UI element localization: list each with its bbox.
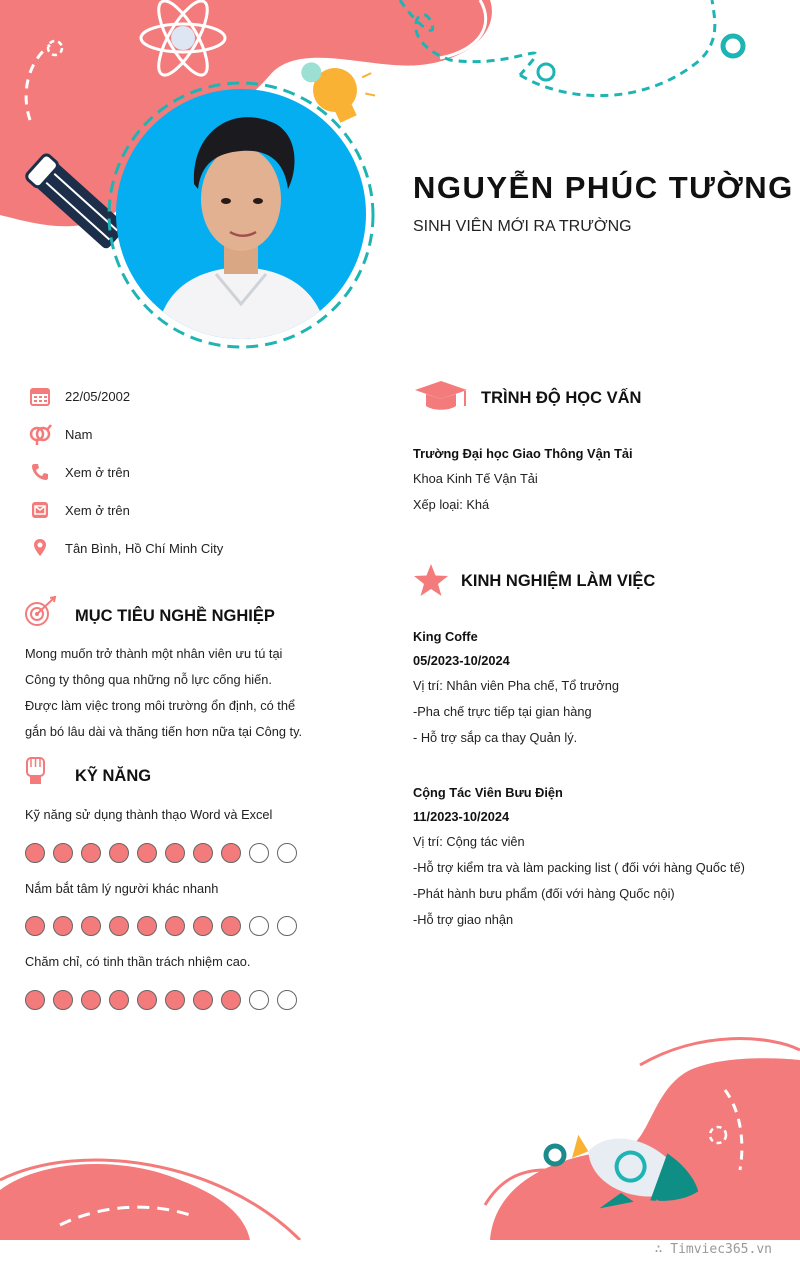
contact-location bbox=[28, 535, 288, 561]
skill-rating bbox=[25, 916, 297, 936]
job-detail: Vị trí: Nhân viên Pha chế, Tổ trưởng bbox=[413, 678, 619, 693]
rating-dot-filled bbox=[81, 843, 101, 863]
rating-dot-filled bbox=[137, 843, 157, 863]
footer-decoration bbox=[0, 1030, 800, 1240]
location-icon bbox=[28, 536, 52, 560]
skills-title: KỸ NĂNG bbox=[75, 767, 152, 785]
rating-dot-filled bbox=[221, 843, 241, 863]
calendar-icon bbox=[28, 384, 52, 408]
email-icon bbox=[28, 498, 52, 522]
rating-dot-filled bbox=[193, 990, 213, 1010]
rating-dot-filled bbox=[53, 916, 73, 936]
objective-line: gắn bó lâu dài và thăng tiến hơn nữa tại Công ty. bbox=[25, 724, 303, 739]
rating-dot-filled bbox=[165, 990, 185, 1010]
job-detail: -Hỗ trợ giao nhận bbox=[413, 912, 514, 927]
skill-label: Chăm chỉ, có tinh thần trách nhiệm cao. bbox=[25, 954, 251, 969]
job-period: 11/2023-10/2024 bbox=[413, 809, 510, 824]
contact-birthday bbox=[28, 383, 288, 409]
gender-icon bbox=[28, 422, 52, 446]
contact-text: Xem ở trên bbox=[65, 464, 130, 480]
contact-text: Tân Bình, Hồ Chí Minh City bbox=[65, 540, 224, 556]
phone-icon bbox=[28, 460, 52, 484]
contact-text: Nam bbox=[65, 426, 93, 442]
rating-dot-filled bbox=[165, 916, 185, 936]
job-company: Cộng Tác Viên Bưu Điện bbox=[413, 785, 563, 800]
skill-rating bbox=[25, 990, 297, 1010]
skill-label: Nắm bắt tâm lý người khác nhanh bbox=[25, 881, 219, 896]
education-school: Trường Đại học Giao Thông Vận Tải bbox=[413, 446, 633, 461]
rating-dot-filled bbox=[137, 990, 157, 1010]
job-detail: -Pha chế trực tiếp tại gian hàng bbox=[413, 704, 592, 719]
education-grade: Xếp loại: Khá bbox=[413, 497, 490, 512]
candidate-name: NGUYỄN PHÚC TƯỜNG bbox=[413, 170, 794, 205]
rating-dot-filled bbox=[81, 990, 101, 1010]
job-detail: -Hỗ trợ kiểm tra và làm packing list ( đối với hàng Quốc tế) bbox=[413, 860, 745, 875]
fist-icon bbox=[24, 754, 48, 791]
education-faculty: Khoa Kinh Tế Vận Tải bbox=[413, 471, 538, 486]
rating-dot-filled bbox=[81, 916, 101, 936]
rating-dot-filled bbox=[53, 843, 73, 863]
job-period: 05/2023-10/2024 bbox=[413, 653, 510, 668]
contact-email bbox=[28, 497, 288, 523]
candidate-title: SINH VIÊN MỚI RA TRƯỜNG bbox=[413, 218, 632, 235]
rating-dot-filled bbox=[109, 843, 129, 863]
objective-title: MỤC TIÊU NGHỀ NGHIỆP bbox=[75, 607, 275, 625]
job-detail: - Hỗ trợ sắp ca thay Quản lý. bbox=[413, 730, 578, 745]
watermark: ∴ Timviec365.vn bbox=[654, 1242, 772, 1257]
experience-title: KINH NGHIỆM LÀM VIỆC bbox=[461, 572, 656, 590]
job-company: King Coffe bbox=[413, 629, 478, 644]
rating-dot-empty bbox=[277, 990, 297, 1010]
objective-line: Mong muốn trở thành một nhân viên ưu tú tại bbox=[25, 646, 283, 661]
rating-dot-filled bbox=[25, 916, 45, 936]
rating-dot-filled bbox=[221, 916, 241, 936]
job-detail: -Phát hành bưu phẩm (đối với hàng Quốc nội) bbox=[413, 886, 675, 901]
avatar bbox=[116, 89, 366, 339]
education-title: TRÌNH ĐỘ HỌC VẤN bbox=[481, 389, 642, 407]
rating-dot-filled bbox=[165, 843, 185, 863]
contact-text: 22/05/2002 bbox=[65, 388, 131, 404]
graduation-cap-icon bbox=[413, 380, 469, 419]
rating-dot-empty bbox=[249, 916, 269, 936]
job-detail: Vị trí: Cộng tác viên bbox=[413, 834, 525, 849]
rating-dot-filled bbox=[137, 916, 157, 936]
rating-dot-empty bbox=[249, 990, 269, 1010]
contact-text: Xem ở trên bbox=[65, 502, 130, 518]
rating-dot-empty bbox=[249, 843, 269, 863]
objective-line: Được làm việc trong môi trường ổn định, có thể bbox=[25, 698, 296, 713]
rating-dot-filled bbox=[109, 916, 129, 936]
rating-dot-filled bbox=[193, 843, 213, 863]
rating-dot-filled bbox=[109, 990, 129, 1010]
rating-dot-empty bbox=[277, 916, 297, 936]
skill-label: Kỹ năng sử dụng thành thạo Word và Excel bbox=[25, 807, 273, 822]
objective-text bbox=[25, 641, 318, 745]
rating-dot-filled bbox=[53, 990, 73, 1010]
contact-phone bbox=[28, 459, 288, 485]
rating-dot-filled bbox=[193, 916, 213, 936]
rating-dot-filled bbox=[25, 843, 45, 863]
star-icon bbox=[413, 563, 449, 602]
contact-gender bbox=[28, 421, 288, 447]
rating-dot-filled bbox=[25, 990, 45, 1010]
rating-dot-empty bbox=[277, 843, 297, 863]
skill-rating bbox=[25, 843, 297, 863]
rating-dot-filled bbox=[221, 990, 241, 1010]
target-icon bbox=[24, 596, 58, 633]
objective-line: Công ty thông qua những nỗ lực cống hiến. bbox=[25, 672, 272, 687]
